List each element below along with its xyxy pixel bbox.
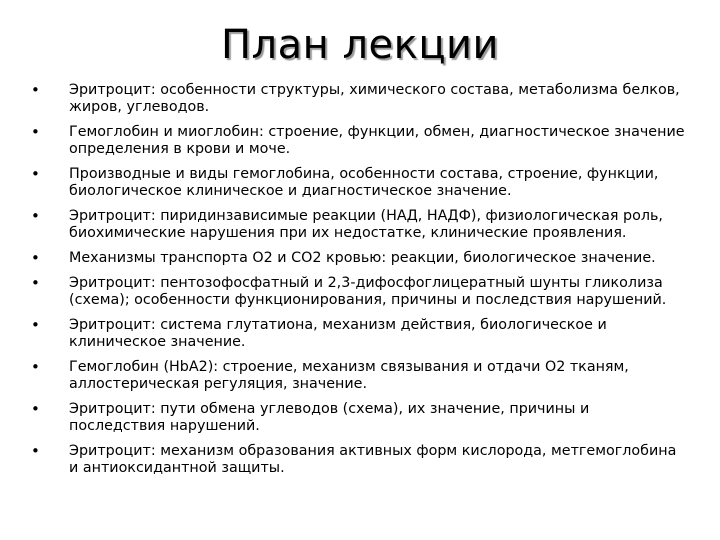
bullet-icon: • xyxy=(31,249,40,267)
list-item-text: Производные и виды гемоглобина, особенности состава, строение, функции, биологическое клиническое и диагностическое значение. xyxy=(69,166,659,199)
bullet-icon: • xyxy=(31,358,40,376)
bullet-icon: • xyxy=(31,316,40,334)
list-item xyxy=(30,401,690,435)
bullet-icon: • xyxy=(31,400,40,418)
list-item-text: Эритроцит: система глутатиона, механизм действия, биологическое и клиническое значение. xyxy=(69,317,607,350)
list-item xyxy=(30,208,690,242)
list-item-text: Гемоглобин и миоглобин: строение, функции, обмен, диагностическое значение определения в крови и моче. xyxy=(69,124,685,157)
list-item xyxy=(30,166,690,200)
list-item xyxy=(30,443,690,477)
list-item-text: Гемоглобин (HbA2): строение, механизм связывания и отдачи О2 тканям, аллостерическая регуляция, значение. xyxy=(69,359,629,392)
list-item-text: Механизмы транспорта О2 и СО2 кровью: реакции, биологическое значение. xyxy=(69,250,656,266)
lecture-plan-list xyxy=(30,82,690,485)
slide-title: План лекции xyxy=(220,22,500,68)
bullet-icon: • xyxy=(31,442,40,460)
list-item xyxy=(30,124,690,158)
list-item-text: Эритроцит: механизм образования активных форм кислорода, метгемоглобина и антиоксидантной защиты. xyxy=(69,443,677,476)
list-item xyxy=(30,317,690,351)
list-item-text: Эритроцит: особенности структуры, химического состава, метаболизма белков, жиров, углеводов. xyxy=(69,82,680,115)
bullet-icon: • xyxy=(31,274,40,292)
bullet-icon: • xyxy=(31,123,40,141)
list-item xyxy=(30,359,690,393)
list-item-text: Эритроцит: пиридинзависимые реакции (НАД, НАДФ), физиологическая роль, биохимические нарушения при их недостатке, клинические проявления. xyxy=(69,208,663,241)
list-item-text: Эритроцит: пентозофосфатный и 2,3-дифосфоглицератный шунты гликолиза (схема); особенности функционирования, причины и последствия нарушений. xyxy=(69,275,667,308)
list-item-text: Эритроцит: пути обмена углеводов (схема), их значение, причины и последствия нарушений. xyxy=(69,401,590,434)
bullet-icon: • xyxy=(31,165,40,183)
list-item xyxy=(30,250,690,267)
list-item xyxy=(30,275,690,309)
list-item xyxy=(30,82,690,116)
bullet-icon: • xyxy=(31,81,40,99)
bullet-icon: • xyxy=(31,207,40,225)
